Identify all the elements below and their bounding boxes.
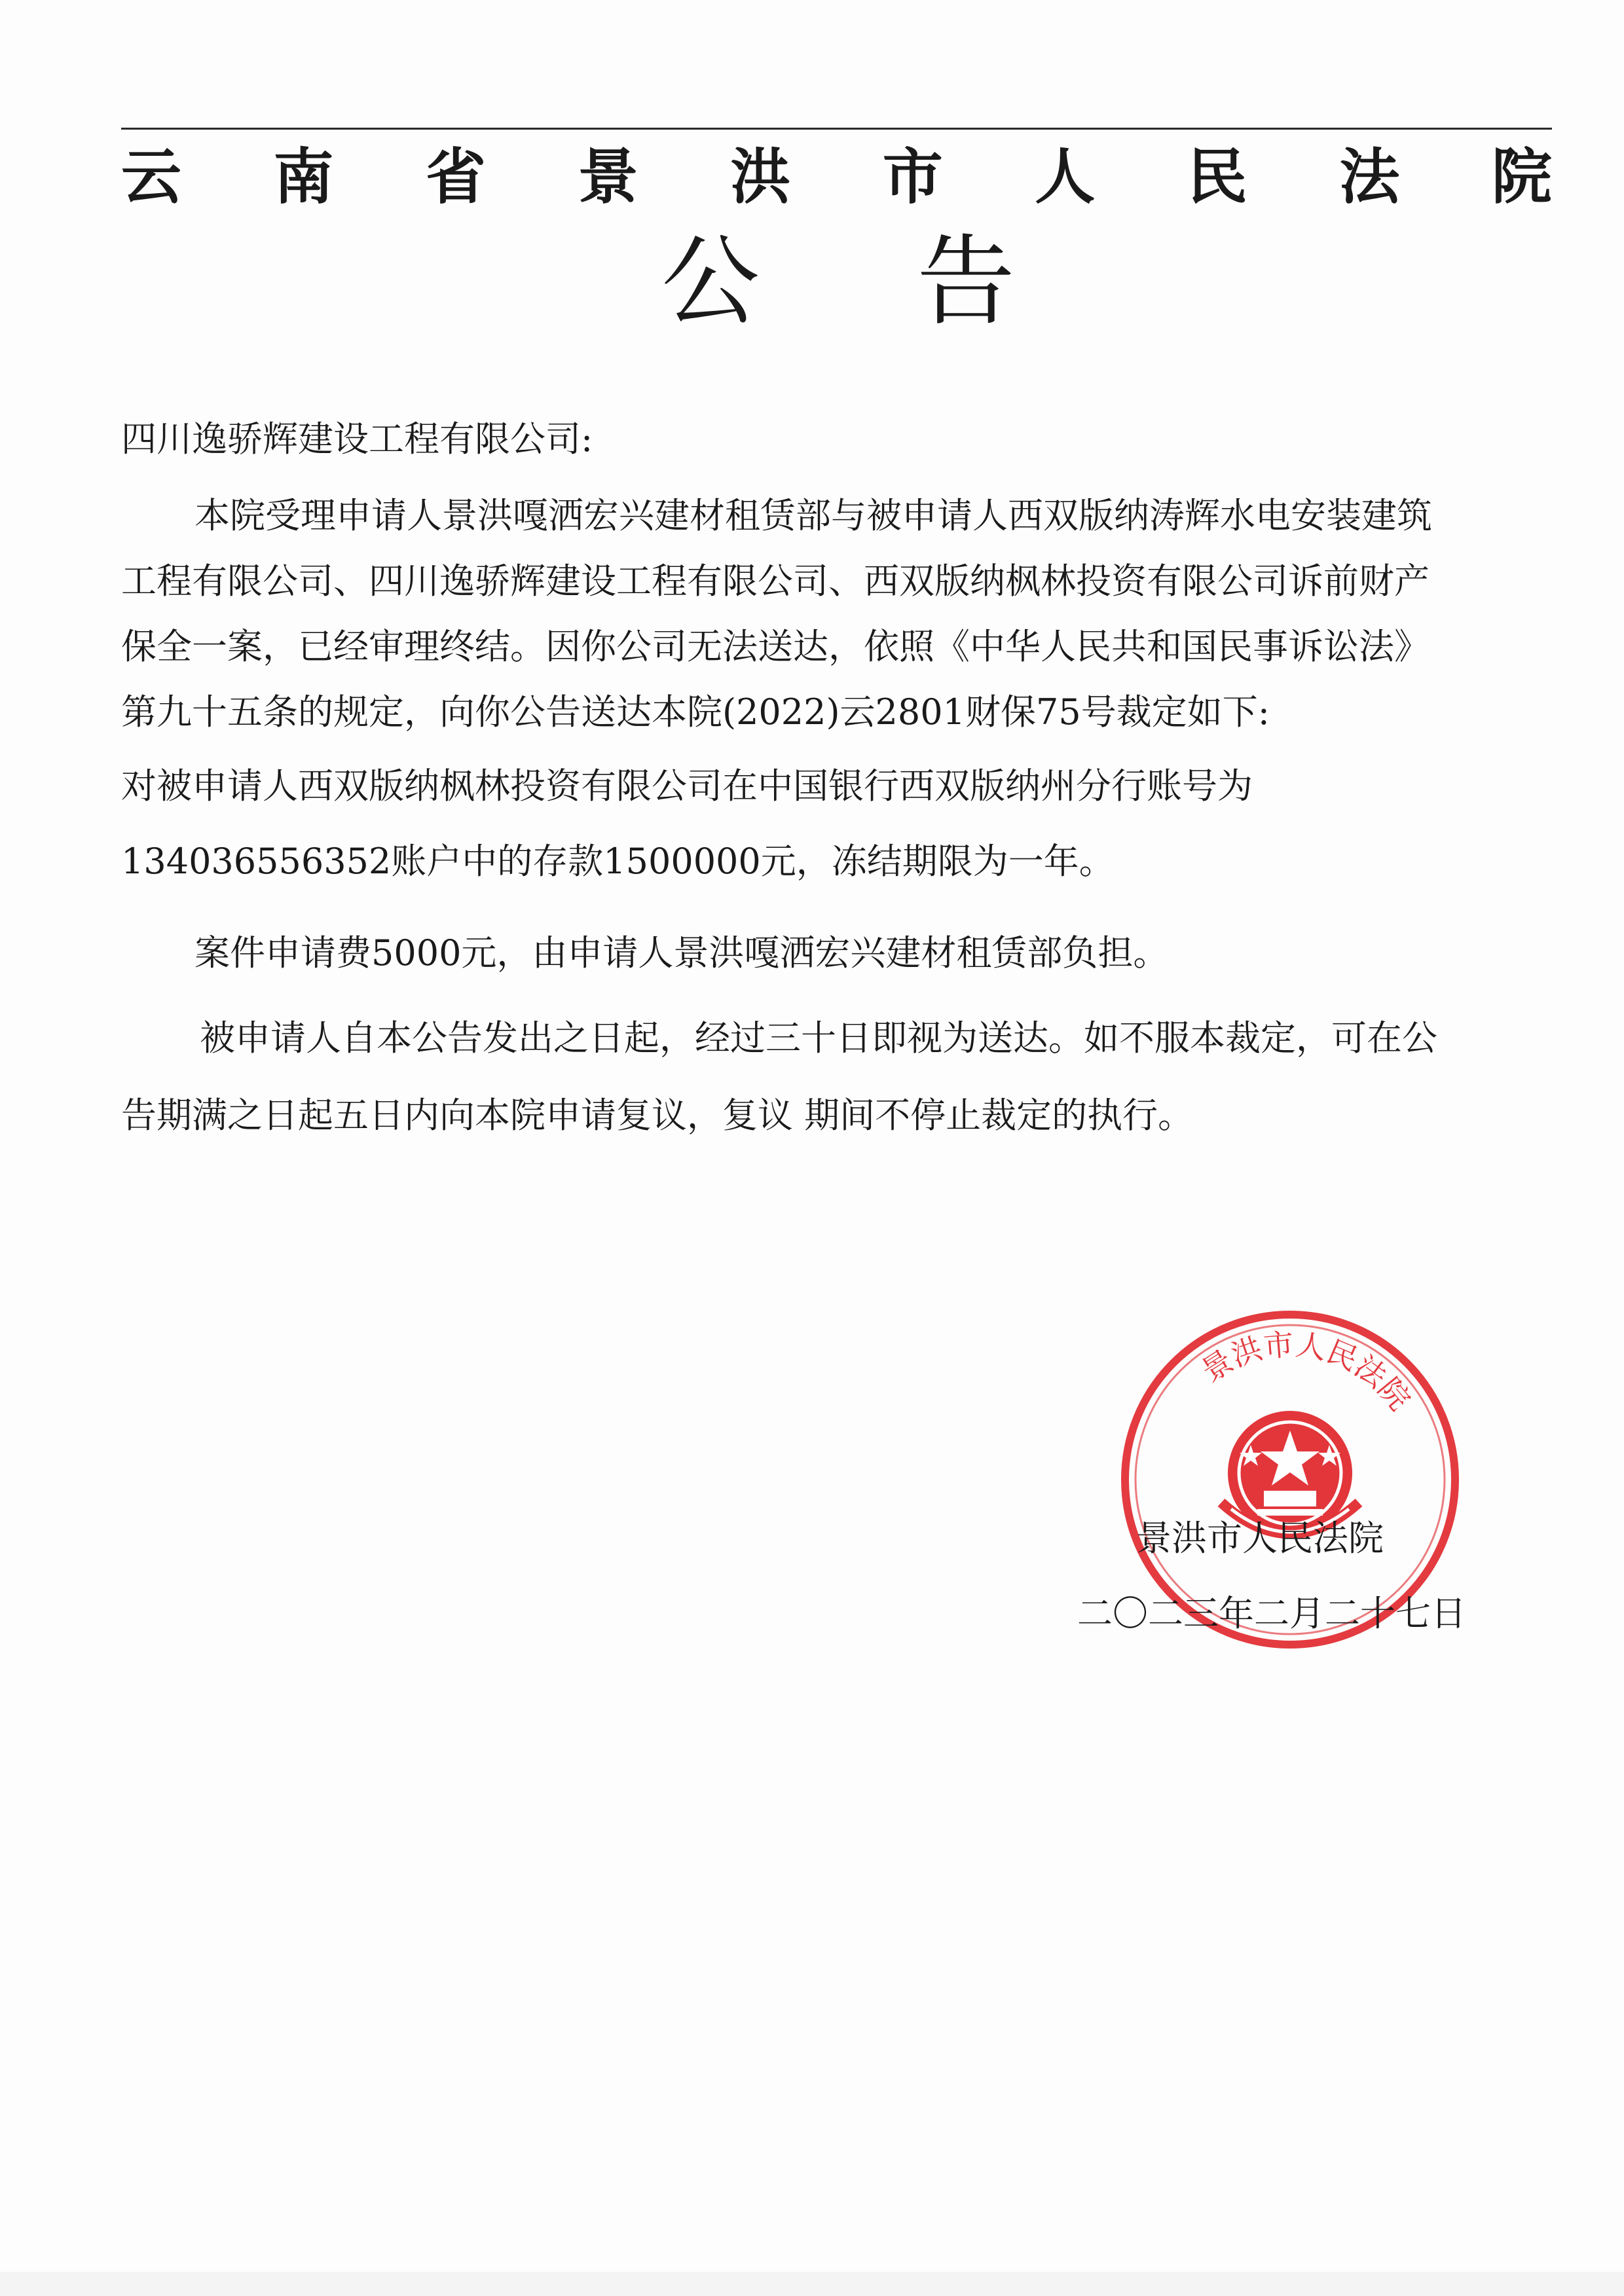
paragraph-line: 第九十五条的规定，向你公告送达本院(2022)云2801财保75号裁定如下:	[121, 691, 1270, 733]
paragraph-line: 保全一案，已经审理终结。因你公司无法送达，依照《中华人民共和国民事诉讼法》	[121, 626, 1430, 667]
document-title	[661, 217, 1015, 339]
court-name-char: 法	[1339, 142, 1400, 212]
paragraph-line: 被申请人自本公告发出之日起，经过三十日即视为送达。如不服本裁定，可在公	[200, 1017, 1437, 1059]
paragraph-ruling-basis	[121, 486, 1555, 748]
addressee: 四川逸骄辉建设工程有限公司:	[121, 418, 593, 460]
paragraph-service-notice	[121, 1008, 1555, 1163]
paragraph-line: 对被申请人西双版纳枫林投资有限公司在中国银行西双版纳州分行账号为	[121, 765, 1253, 807]
court-name-heading	[121, 136, 1552, 212]
court-name-char: 省	[426, 142, 487, 212]
title-char: 公	[661, 225, 760, 339]
court-name-char: 人	[1035, 142, 1096, 212]
court-name-char: 云	[121, 142, 182, 212]
court-signature: 景洪市人民法院	[1136, 1518, 1384, 1559]
court-name-char: 景	[578, 142, 638, 212]
header-rule	[121, 128, 1552, 130]
paragraph-line: 工程有限公司、四川逸骄辉建设工程有限公司、西双版纳枫林投资有限公司诉前财产	[121, 560, 1430, 602]
court-name-char: 洪	[730, 142, 791, 212]
paragraph-freeze-order	[121, 756, 1555, 907]
court-name-char: 市	[882, 142, 943, 212]
paragraph-fee: 案件申请费5000元，由申请人景洪嘎洒宏兴建材租赁部负担。	[194, 932, 1169, 974]
title-char: 告	[916, 225, 1015, 339]
seal-text: 景洪市人民法院	[1194, 1326, 1418, 1417]
court-name-char: 民	[1187, 142, 1247, 212]
issue-date: 二〇二三年二月二十七日	[1077, 1593, 1466, 1634]
court-name-char: 南	[273, 142, 334, 212]
paragraph-line: 本院受理申请人景洪嘎洒宏兴建材租赁部与被申请人西双版纳涛辉水电安装建筑	[194, 495, 1432, 536]
court-name-char: 院	[1491, 142, 1552, 212]
paragraph-line: 告期满之日起五日内向本院申请复议，复议 期间不停止裁定的执行。	[121, 1095, 1194, 1136]
paragraph-line: 134036556352账户中的存款1500000元，冻结期限为一年。	[121, 841, 1115, 882]
page-bottom-edge	[0, 2272, 1624, 2296]
